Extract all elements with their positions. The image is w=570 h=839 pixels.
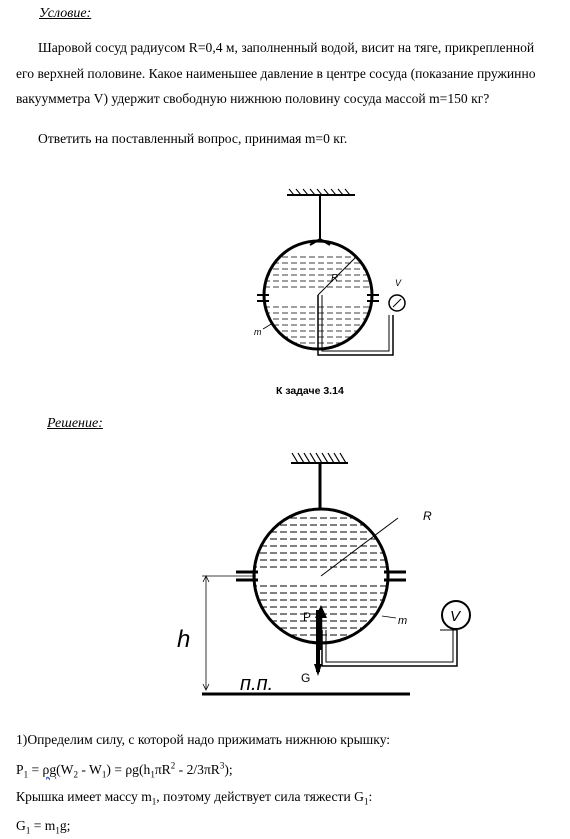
figure-1-diagram: [245, 183, 425, 383]
gauge-label: V: [450, 608, 461, 625]
ceiling-hatch: [287, 189, 355, 195]
force-p-label: P: [303, 610, 312, 624]
ceiling-hatch: [291, 453, 348, 463]
figure-2-diagram: [170, 450, 480, 702]
figure-1-caption: К задаче 3.14: [276, 385, 344, 397]
step-1: 1)Определим силу, с которой надо прижимать нижнюю крышку:: [16, 732, 391, 747]
answer-note: Ответить на поставленный вопрос, принимая m=0 кг.: [38, 131, 348, 146]
mass-note: Крышка имеет массу $m_1$, поэтому действует сила тяжести $G_1$:: [16, 789, 373, 807]
condition-line-1: Шаровой сосуд радиусом R=0,4 м, заполненный водой, висит на тяге, прикрепленной: [38, 40, 535, 55]
ground-label: п.п.: [240, 673, 274, 695]
mass-label: m: [254, 327, 262, 337]
radius-label: R: [331, 273, 339, 284]
formula-p1: $P_1 = \rho g(W_2 - W_1) = \rho g(h_1\pi R^2 - 2/3\pi R^3)$;: [16, 760, 233, 780]
condition-line-2: его верхней половине. Какое наименьшее давление в центре сосуда (показание пружинно: [16, 66, 536, 81]
force-g-arrow: [314, 664, 322, 676]
mass-label: m: [398, 615, 408, 627]
force-g-label: G: [301, 671, 311, 685]
solution-heading: Решение:: [47, 416, 103, 431]
formula-g1: $G_1 = m_1g$;: [16, 818, 71, 836]
radius-label: R: [423, 509, 432, 523]
condition-line-3: вакуумметра V) удержит свободную нижнюю половину сосуда массой m=150 кг?: [16, 91, 490, 106]
gauge-label: V: [395, 278, 402, 288]
condition-heading: Условие:: [39, 6, 92, 21]
height-label: h: [177, 626, 191, 653]
